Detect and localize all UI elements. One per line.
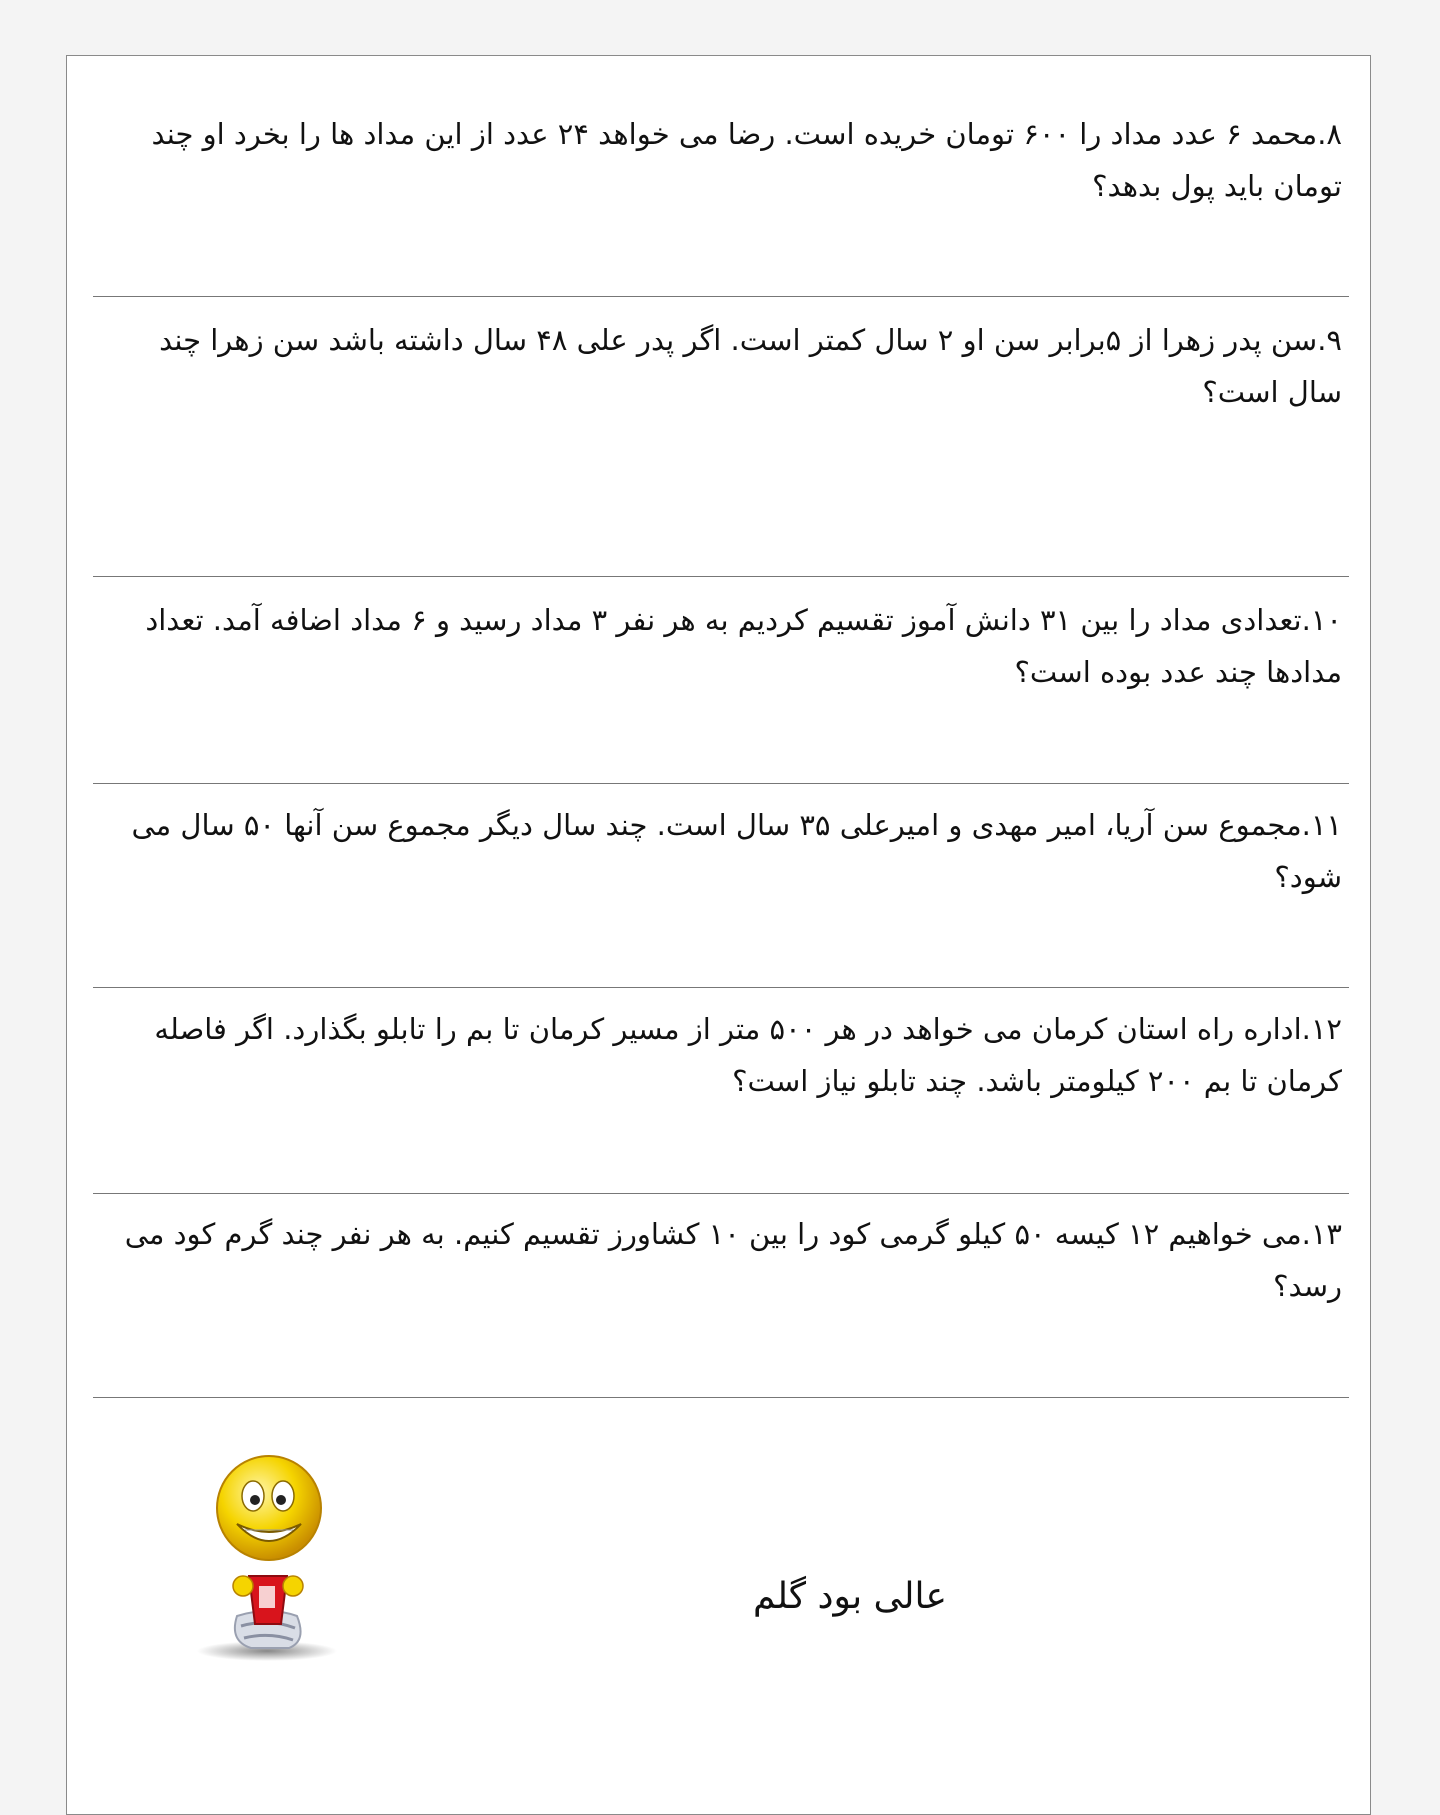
question-10: ۱۰.تعدادی مداد را بین ۳۱ دانش آموز تقسیم کردیم به هر نفر ۳ مداد رسید و ۶ مداد اضافه آمد. تعداد مدادها چند عدد بوده است؟ [145,603,1342,689]
question-8: ۸.محمد ۶ عدد مداد را ۶۰۰ تومان خریده است. رضا می خواهد ۲۴ عدد از این مداد ها را بخرد او چند تومان باید پول بدهد؟ [151,117,1342,203]
closing-message: عالی بود گلم [753,1576,947,1617]
answer-divider [93,296,1349,297]
worksheet-page [66,55,1371,1815]
question-11: ۱۱.مجموع سن آریا، امیر مهدی و امیرعلی ۳۵ سال است. چند سال دیگر مجموع سن آنها ۵۰ سال می شود؟ [131,808,1342,894]
question-13: ۱۳.می خواهیم ۱۲ کیسه ۵۰ کیلو گرمی کود را بین ۱۰ کشاورز تقسیم کنیم. به هر نفر چند گرم کود می رسد؟ [124,1217,1342,1303]
answer-divider [93,1193,1349,1194]
answer-divider [93,783,1349,784]
answer-divider [93,987,1349,988]
smiley-mascot-icon [189,1446,339,1666]
question-9: ۹.سن پدر زهرا از ۵برابر سن او ۲ سال کمتر است. اگر پدر علی ۴۸ سال داشته باشد سن زهرا چند سال است؟ [159,323,1342,409]
question-12: ۱۲.اداره راه استان کرمان می خواهد در هر ۵۰۰ متر از مسیر کرمان تا بم را تابلو بگذارد. اگر فاصله کرمان تا بم ۲۰۰ کیلومتر باشد. چند تابلو نیاز است؟ [154,1012,1342,1098]
answer-divider [93,576,1349,577]
answer-divider [93,1397,1349,1398]
